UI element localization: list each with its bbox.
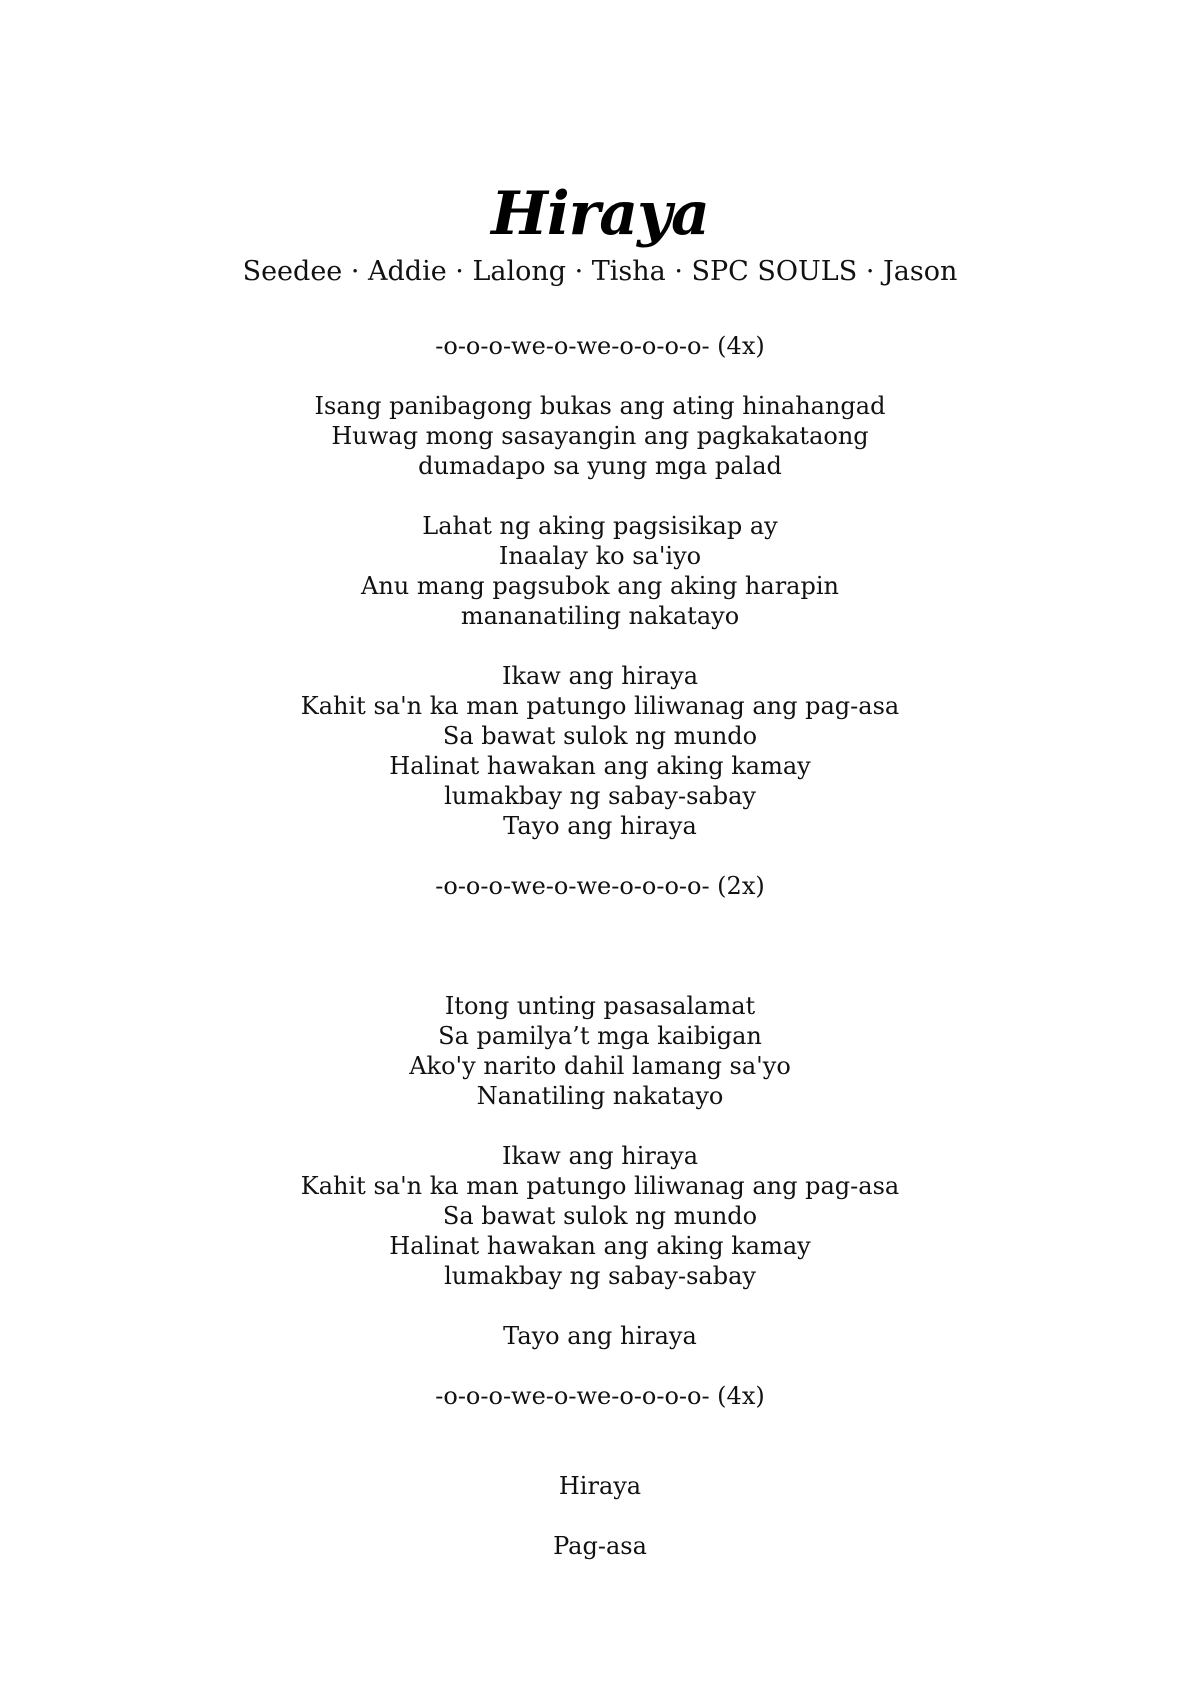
lyric-line: lumakbay ng sabay-sabay [444, 1262, 756, 1290]
lyric-line: Nanatiling nakatayo [476, 1082, 724, 1110]
lyric-line: Isang panibagong bukas ang ating hinahangad [314, 392, 886, 420]
lyric-line: Ako'y narito dahil lamang sa'yo [409, 1052, 791, 1080]
lyric-line: Sa pamilya’t mga kaibigan [438, 1022, 762, 1050]
lyric-line: Kahit sa'n ka man patungo liliwanag ang pag-asa [300, 692, 900, 720]
lyric-line: Itong unting pasasalamat [444, 992, 756, 1020]
lyric-line: Halinat hawakan ang aking kamay [389, 752, 811, 780]
lyric-line: -o-o-o-we-o-we-o-o-o-o- (2x) [435, 872, 765, 900]
lyric-line: Anu mang pagsubok ang aking harapin [361, 572, 839, 600]
lyric-line: Inaalay ko sa'iyo [498, 542, 702, 570]
lyric-line: Tayo ang hiraya [503, 1322, 697, 1350]
lyric-line: -o-o-o-we-o-we-o-o-o-o- (4x) [435, 1382, 765, 1410]
lyric-line: lumakbay ng sabay-sabay [444, 782, 756, 810]
lyric-line: Ikaw ang hiraya [501, 1142, 699, 1170]
lyric-line: Ikaw ang hiraya [501, 662, 699, 690]
lyric-line: Huwag mong sasayangin ang pagkakataong [331, 422, 869, 450]
lyric-line: Sa bawat sulok ng mundo [442, 1202, 758, 1230]
lyric-line: Sa bawat sulok ng mundo [442, 722, 758, 750]
lyric-line: -o-o-o-we-o-we-o-o-o-o- (4x) [435, 332, 765, 360]
lyric-line: Hiraya [558, 1472, 642, 1500]
lyric-line: Halinat hawakan ang aking kamay [389, 1232, 811, 1260]
lyric-line: Tayo ang hiraya [503, 812, 697, 840]
lyric-line: Lahat ng aking pagsisikap ay [422, 512, 778, 540]
lyric-line: Kahit sa'n ka man patungo liliwanag ang pag-asa [300, 1172, 900, 1200]
lyric-line: dumadapo sa yung mga palad [418, 452, 782, 480]
artist-credits: Seedee · Addie · Lalong · Tisha · SPC SOULS · Jason [242, 256, 958, 287]
lyric-line: mananatiling nakatayo [460, 602, 740, 630]
song-title: Hiraya [491, 179, 709, 249]
lyric-line: Pag-asa [553, 1532, 647, 1560]
